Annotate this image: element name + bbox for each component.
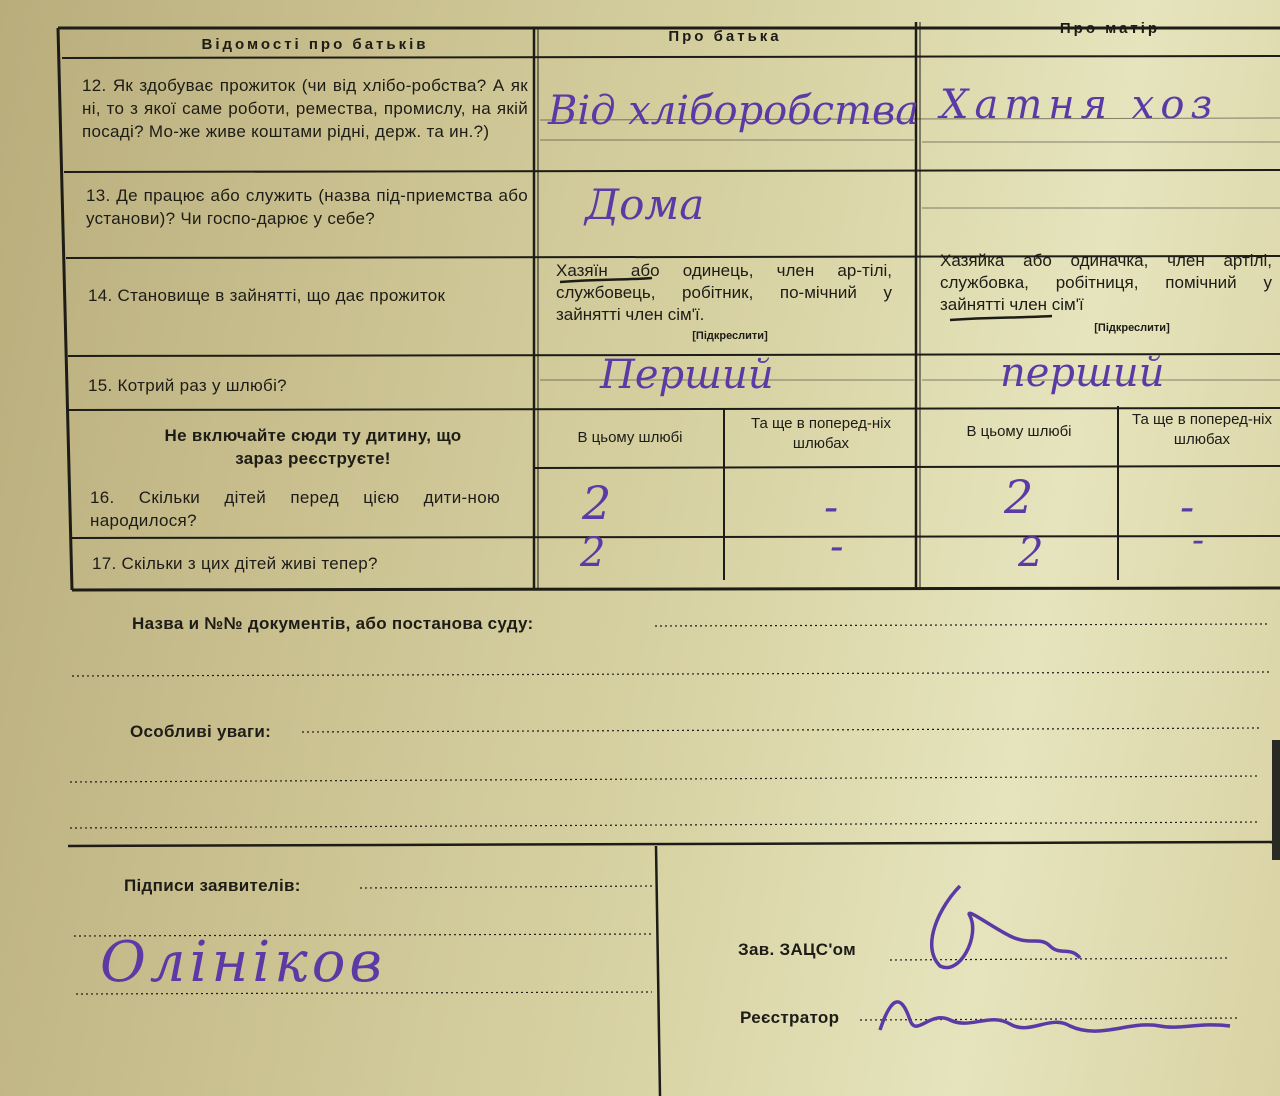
- underline-hint-father: [Підкреслити]: [692, 330, 768, 342]
- answer-17-father-prev: -: [830, 524, 844, 570]
- question-12: 12. Як здобуває прожиток (чи від хлібо-робства? А як ні, то з якої саме роботи, ремества, промислу, на якій посаді? Мо-же живе коштами рідні, держ. та ин.?): [82, 76, 528, 141]
- answer-13-father: Дома: [585, 180, 705, 229]
- col-mother-prev-marriages: Та ще в поперед-ніх шлюбах: [1132, 411, 1272, 448]
- children-note: Не включайте сюди ту дитину, що зараз реєструєте!: [164, 426, 462, 468]
- underline-hint-mother: [Підкреслити]: [1094, 322, 1170, 334]
- header-parents-info: Відомості про батьків: [201, 36, 429, 53]
- answer-16-father-this: 2: [582, 476, 612, 530]
- applicant-signature: Олiнiков: [100, 930, 387, 995]
- answer-12-mother: Хатня хоз: [940, 82, 1219, 128]
- answer-17-mother-prev: -: [1192, 520, 1205, 561]
- options-14-father: Хазяїн або одинець, член ар-тілі, службовець, робітник, по-мічний у зайнятті член сім'ї.: [556, 261, 892, 324]
- col-mother-this-marriage: В цьому шлюбі: [966, 423, 1072, 440]
- answer-15-mother: перший: [1000, 350, 1165, 396]
- col-father-this-marriage: В цьому шлюбі: [577, 429, 683, 446]
- registrar-signature-scribble: [860, 980, 1240, 1060]
- page-edge-shadow: [1272, 740, 1280, 860]
- head-signature-scribble: [900, 876, 1100, 996]
- question-15: 15. Котрий раз у шлюбі?: [88, 376, 287, 395]
- registrar-label: Реєстратор: [740, 1008, 840, 1027]
- answer-17-father-this: 2: [580, 530, 606, 576]
- answer-17-mother-this: 2: [1018, 530, 1044, 576]
- question-17: 17. Скільки з цих дітей живі тепер?: [92, 554, 378, 573]
- answer-16-mother-this: 2: [1004, 470, 1034, 524]
- documents-label: Назва и №№ документів, або постанова суду:: [132, 614, 534, 633]
- answer-12-father: Від хліборобства: [548, 88, 920, 134]
- header-about-mother: Про матір: [1059, 20, 1161, 37]
- col-father-prev-marriages: Та ще в поперед-ніх шлюбах: [751, 415, 891, 452]
- answer-16-mother-prev: -: [1180, 482, 1195, 531]
- answer-15-father: Перший: [600, 352, 774, 398]
- answer-16-father-prev: -: [824, 482, 839, 531]
- notes-label: Особливі уваги:: [130, 722, 272, 741]
- question-16: 16. Скільки дітей перед цією дити-ною народилося?: [90, 488, 500, 530]
- header-about-father: Про батька: [668, 28, 782, 45]
- options-14-mother: Хазяйка або одиначка, член артілі, службовка, робітниця, помічний у зайнятті член сім'ї: [940, 251, 1272, 314]
- question-13: 13. Де працює або служить (назва під-приемства або установи)? Чи госпо-дарює у себе?: [86, 186, 528, 228]
- question-14: 14. Становище в зайнятті, що дає прожиток: [88, 286, 446, 305]
- applicants-label: Підписи заявителів:: [124, 876, 301, 895]
- head-of-office-label: Зав. ЗАЦС'ом: [738, 940, 857, 959]
